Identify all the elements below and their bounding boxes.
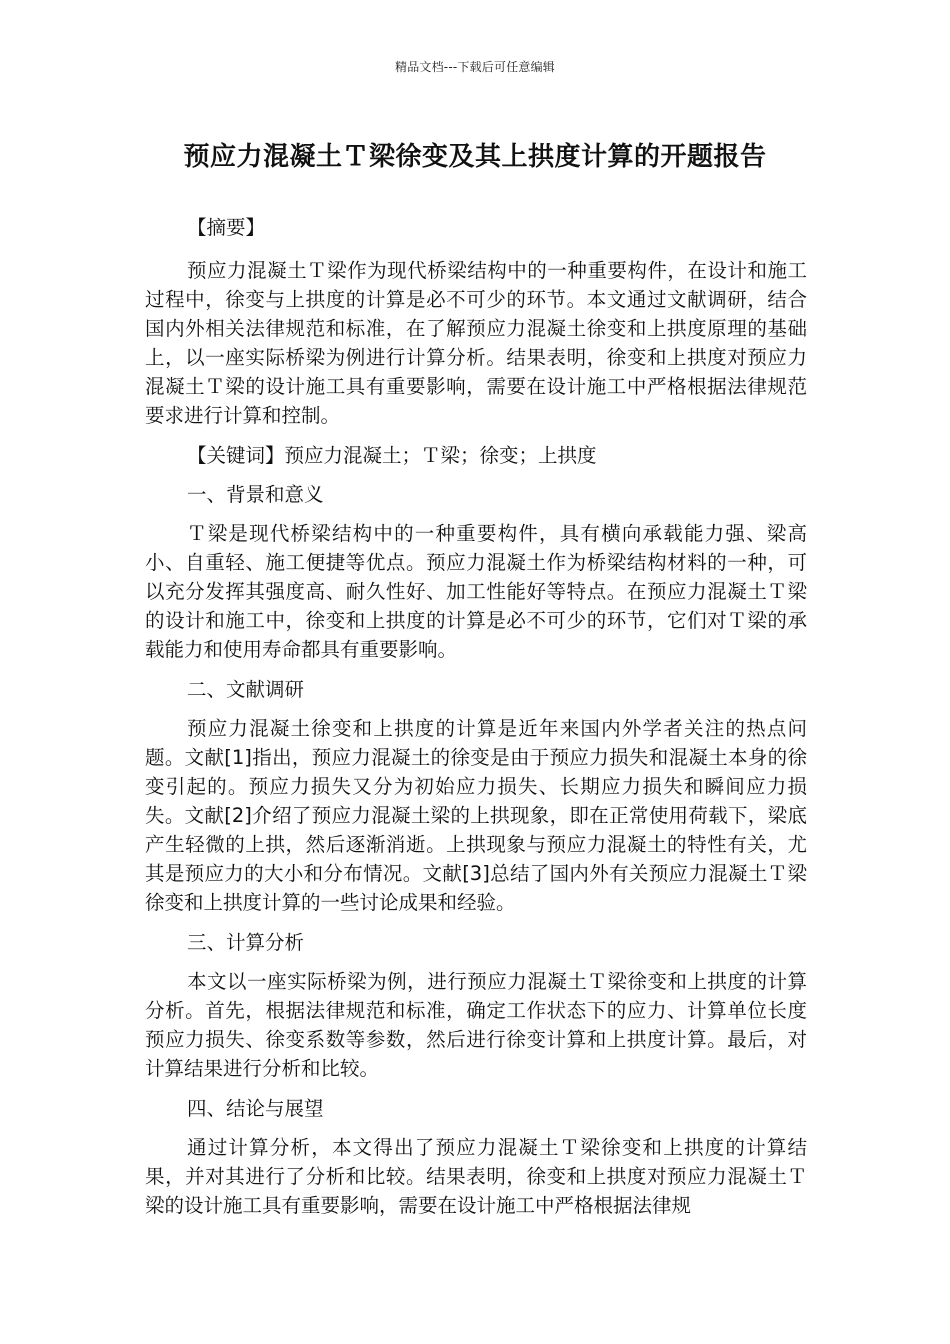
document-body (145, 213, 807, 1231)
document-title: 预应力混凝土Ｔ梁徐变及其上拱度计算的开题报告 (183, 142, 767, 172)
section-heading-conclusion: 四、结论与展望 (187, 1097, 324, 1120)
document-header-note: 精品文档---下载后可任意编辑 (395, 60, 555, 74)
keywords-line: 【关键词】预应力混凝土；Ｔ梁；徐变；上拱度 (187, 444, 597, 467)
abstract-paragraph: 预应力混凝土Ｔ梁作为现代桥梁结构中的一种重要构件，在设计和施工过程中，徐变与上拱度的计算是必不可少的环节。本文通过文献调研，结合国内外相关法律规范和标准，在了解预应力混凝土徐变和上拱度原理的基础上，以一座实际桥梁为例进行计算分析。结果表明，徐变和上拱度对预应力混凝土Ｔ梁的设计施工具有重要影响，需要在设计施工中严格根据法律规范要求进行计算和控制。 (145, 259, 807, 427)
section-heading-literature: 二、文献调研 (187, 678, 305, 701)
section-heading-background: 一、背景和意义 (187, 483, 324, 506)
section-paragraph-conclusion: 通过计算分析，本文得出了预应力混凝土Ｔ梁徐变和上拱度的计算结果，并对其进行了分析和比较。结果表明，徐变和上拱度对预应力混凝土Ｔ梁的设计施工具有重要影响，需要在设计施工中严格根据法律规 (145, 1136, 807, 1217)
section-heading-analysis: 三、计算分析 (187, 931, 305, 954)
section-paragraph-analysis: 本文以一座实际桥梁为例，进行预应力混凝土Ｔ梁徐变和上拱度的计算分析。首先，根据法律规范和标准，确定工作状态下的应力、计算单位长度预应力损失、徐变系数等参数，然后进行徐变计算和上拱度计算。最后，对计算结果进行分析和比较。 (145, 970, 807, 1080)
section-paragraph-background: Ｔ梁是现代桥梁结构中的一种重要构件，具有横向承载能力强、梁高小、自重轻、施工便捷等优点。预应力混凝土作为桥梁结构材料的一种，可以充分发挥其强度高、耐久性好、加工性能好等特点。在预应力混凝土Ｔ梁的设计和施工中，徐变和上拱度的计算是必不可少的环节，它们对Ｔ梁的承载能力和使用寿命都具有重要影响。 (145, 522, 807, 661)
section-paragraph-literature: 预应力混凝土徐变和上拱度的计算是近年来国内外学者关注的热点问题。文献[1]指出，预应力混凝土的徐变是由于预应力损失和混凝土本身的徐变引起的。预应力损失又分为初始应力损失、长期应力损失和瞬间应力损失。文献[2]介绍了预应力混凝土梁的上拱现象，即在正常使用荷载下，梁底产生轻微的上拱，然后逐渐消逝。上拱现象与预应力混凝土的特性有关，尤其是预应力的大小和分布情况。文献[3]总结了国内外有关预应力混凝土Ｔ梁徐变和上拱度计算的一些讨论成果和经验。 (145, 717, 807, 914)
abstract-label: 【摘要】 (187, 216, 266, 239)
